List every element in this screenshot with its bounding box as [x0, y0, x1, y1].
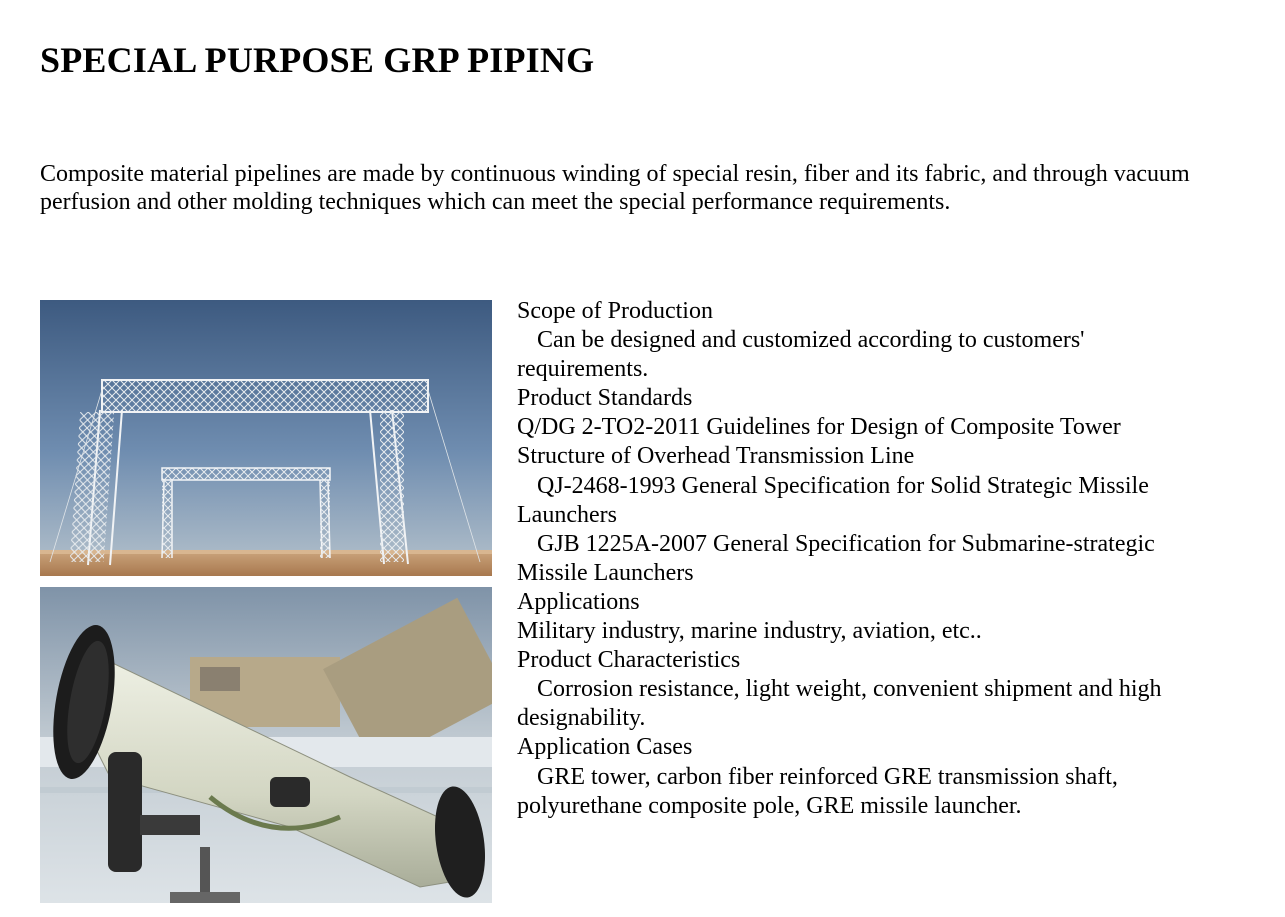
composite-towers-photo: [40, 300, 492, 576]
page-title: SPECIAL PURPOSE GRP PIPING: [40, 40, 595, 80]
cases-body: GRE tower, carbon fiber reinforced GRE transmission shaft, polyurethane composite pole, GRE missile launcher.: [517, 763, 1118, 819]
standard-item: QJ-2468-1993 General Specification for Solid Strategic Missile Launchers: [517, 472, 1149, 528]
cases-heading: Application Cases: [517, 734, 693, 761]
standard-item: Q/DG 2-TO2-2011 Guidelines for Design of Composite Tower Structure of Overhead Transmission Line: [517, 414, 1121, 470]
product-details: [517, 297, 1207, 821]
characteristics-body: Corrosion resistance, light weight, convenient shipment and high designability.: [517, 676, 1162, 732]
intro-paragraph: Composite material pipelines are made by continuous winding of special resin, fiber and its fabric, and through vacuum perfusion and other molding techniques which can meet the special performance requirements.: [40, 161, 1190, 215]
scope-body: Can be designed and customized according to customers' requirements.: [517, 327, 1085, 383]
scope-heading: Scope of Production: [517, 298, 713, 324]
standard-item: GJB 1225A-2007 General Specification for Submarine-strategic Missile Launchers: [517, 530, 1155, 586]
applications-heading: Applications: [517, 588, 640, 615]
characteristics-heading: Product Characteristics: [517, 647, 741, 674]
missile-launcher-photo: [40, 587, 492, 903]
applications-body: Military industry, marine industry, aviation, etc..: [517, 618, 982, 645]
standards-heading: Product Standards: [517, 385, 693, 412]
